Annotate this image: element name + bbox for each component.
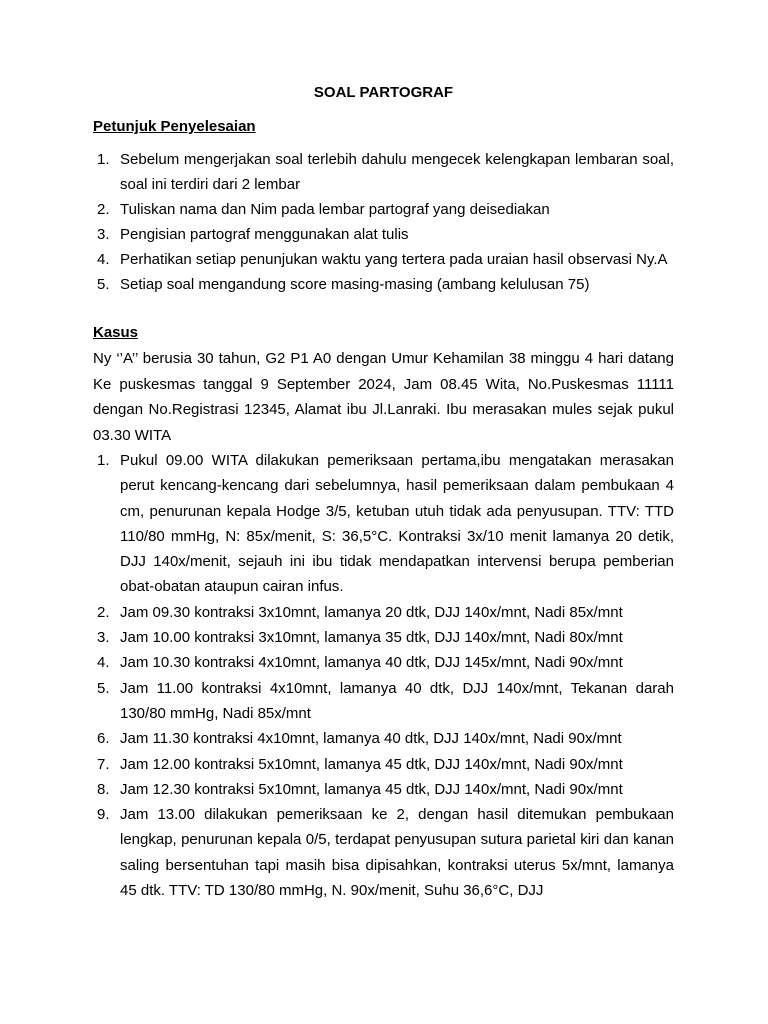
kasus-list	[93, 448, 674, 903]
petunjuk-item: 4. Perhatikan setiap penunjukan waktu yang tertera pada uraian hasil observasi Ny.A	[97, 251, 668, 268]
kasus-item: 8. Jam 12.30 kontraksi 5x10mnt, lamanya 45 dtk, DJJ 140x/mnt, Nadi 90x/mnt	[97, 780, 623, 798]
kasus-item: 3. Jam 10.00 kontraksi 3x10mnt, lamanya 35 dtk, DJJ 140x/mnt, Nadi 80x/mnt	[97, 629, 623, 647]
kasus-item: 7. Jam 12.00 kontraksi 5x10mnt, lamanya 45 dtk, DJJ 140x/mnt, Nadi 90x/mnt	[97, 755, 623, 773]
kasus-item: 4. Jam 10.30 kontraksi 4x10mnt, lamanya 40 dtk, DJJ 145x/mnt, Nadi 90x/mnt	[97, 654, 623, 672]
kasus-intro: Ny ‘’A’’ berusia 30 tahun, G2 P1 A0 dengan Umur Kehamilan 38 minggu 4 hari datang Ke puskesmas tanggal 9 September 2024, Jam 08.45 Wita, No.Puskesmas 11111 dengan No.Registrasi 12345, Alamat ibu Jl.Lanraki. Ibu merasakan mules sejak pukul 03.30 WITA	[93, 350, 674, 444]
kasus-item: 1. Pukul 09.00 WITA dilakukan pemeriksaan pertama,ibu mengatakan merasakan perut kencang-kencang dari sebelumnya, hasil pemeriksaan dalam pembukaan 4 cm, penurunan kepala Hodge 3/5, ketuban utuh tidak ada penyusupan. TTV: TTD 110/80 mmHg, N: 85x/menit, S: 36,5°C. Kontraksi 3x/10 menit lamanya 20 detik, DJJ 140x/menit, sejauh ini ibu tidak mendapatkan intervensi berupa pemberian obat-obatan ataupun cairan infus.	[97, 452, 674, 596]
kasus-item: 9. Jam 13.00 dilakukan pemeriksaan ke 2, dengan hasil ditemukan pembukaan lengkap, penurunan kepala 0/5, terdapat penyusupan sutura parietal kiri dan kanan saling bersentuhan tapi masih bisa dipisahkan, kontraksi uterus 5x/mnt, lamanya 45 dtk. TTV: TD 130/80 mmHg, N. 90x/menit, Suhu 36,6°C, DJJ	[97, 806, 674, 900]
petunjuk-list	[93, 147, 674, 297]
kasus-item: 5. Jam 11.00 kontraksi 4x10mnt, lamanya 40 dtk, DJJ 140x/mnt, Tekanan darah 130/80 mmHg, Nadi 85x/mnt	[97, 679, 674, 722]
document-page	[93, 82, 674, 903]
petunjuk-heading: Petunjuk Penyelesaian	[93, 118, 256, 135]
kasus-item: 2. Jam 09.30 kontraksi 3x10mnt, lamanya 20 dtk, DJJ 140x/mnt, Nadi 85x/mnt	[97, 603, 623, 621]
petunjuk-item: 3. Pengisian partograf menggunakan alat tulis	[97, 226, 409, 243]
petunjuk-item: 5. Setiap soal mengandung score masing-masing (ambang kelulusan 75)	[97, 276, 590, 293]
petunjuk-item: 1. Sebelum mengerjakan soal terlebih dahulu mengecek kelengkapan lembaran soal, soal ini terdiri dari 2 lembar	[97, 151, 674, 193]
petunjuk-item: 2. Tuliskan nama dan Nim pada lembar partograf yang deisediakan	[97, 201, 550, 218]
page-title: SOAL PARTOGRAF	[313, 84, 454, 101]
kasus-heading: Kasus	[93, 324, 139, 341]
kasus-item: 6. Jam 11.30 kontraksi 4x10mnt, lamanya 40 dtk, DJJ 140x/mnt, Nadi 90x/mnt	[97, 730, 622, 748]
